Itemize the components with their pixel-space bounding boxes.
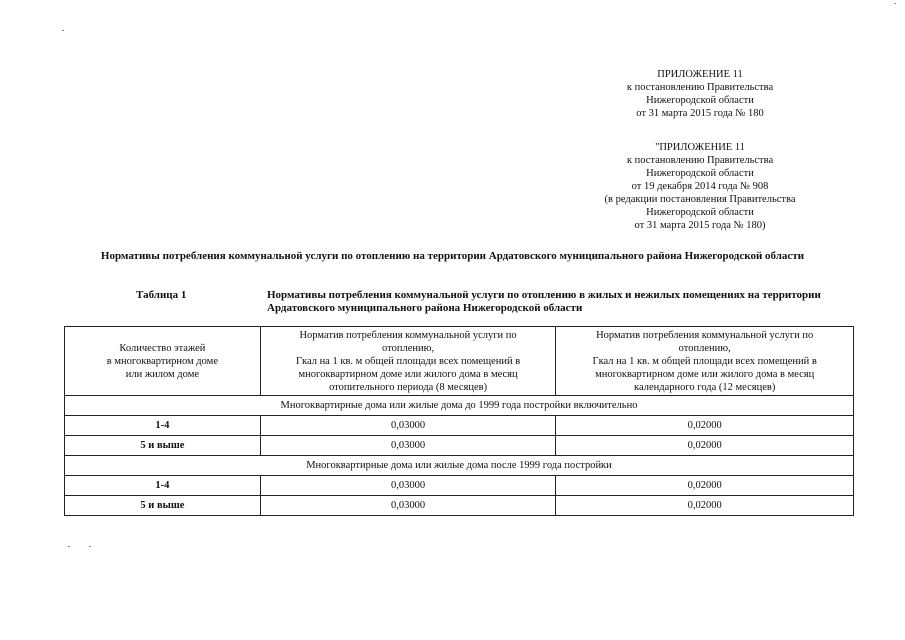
floors-cell: 1-4: [65, 476, 261, 496]
appendix-date-line: от 31 марта 2015 года № 180: [636, 108, 764, 119]
heating-period-cell: 0,03000: [260, 496, 556, 516]
appendix-heading: ПРИЛОЖЕНИЕ 11: [657, 69, 743, 80]
appendix-block-current: [575, 68, 825, 120]
heating-period-cell: 0,03000: [260, 436, 556, 456]
table-row: [65, 476, 854, 496]
table-label: Таблица 1: [136, 289, 187, 301]
table-header-row: [65, 327, 854, 396]
calendar-year-cell: 0,02000: [556, 496, 854, 516]
appendix-date-line: от 31 марта 2015 года № 180): [634, 220, 766, 231]
appendix-region-line: Нижегородской области: [646, 95, 754, 106]
table-row: [65, 436, 854, 456]
appendix-revision-line: (в редакции постановления Правительства: [604, 194, 796, 205]
table-group-row: [65, 456, 854, 476]
appendix-decree-line: к постановлению Правительства: [626, 155, 774, 166]
floors-cell: 5 и выше: [65, 496, 261, 516]
scan-speck: [62, 30, 64, 31]
group-title: Многоквартирные дома или жилые дома до 1999 года постройки включительно: [65, 396, 854, 416]
appendix-date-line: от 19 декабря 2014 года № 908: [631, 181, 769, 192]
norms-table: [64, 326, 854, 516]
appendix-region-line: Нижегородской области: [646, 168, 754, 179]
table-row: [65, 496, 854, 516]
calendar-year-cell: 0,02000: [556, 436, 854, 456]
group-title: Многоквартирные дома или жилые дома после 1999 года постройки: [65, 456, 854, 476]
appendix-heading: "ПРИЛОЖЕНИЕ 11: [655, 142, 745, 153]
floors-cell: 1-4: [65, 416, 261, 436]
table-group-row: [65, 396, 854, 416]
scan-speck: [68, 546, 70, 547]
appendix-decree-line: к постановлению Правительства: [626, 82, 774, 93]
appendix-region-line: Нижегородской области: [646, 207, 754, 218]
header-calendar-year-norm: Норматив потребления коммунальной услуги по отоплению, Гкал на 1 кв. м общей площади всех помещений в многоквартирном доме или жилого дома в месяц календарного года (12 месяцев): [556, 327, 854, 396]
floors-cell: 5 и выше: [65, 436, 261, 456]
table-row: [65, 416, 854, 436]
calendar-year-cell: 0,02000: [556, 476, 854, 496]
heating-period-cell: 0,03000: [260, 416, 556, 436]
scan-speck: [89, 546, 91, 547]
calendar-year-cell: 0,02000: [556, 416, 854, 436]
document-title: Нормативы потребления коммунальной услуги по отоплению на территории Ардатовского муниципального района Нижегородской области: [100, 250, 805, 262]
table-caption: Нормативы потребления коммунальной услуги по отоплению в жилых и нежилых помещениях на территории Ардатовского муниципального района Нижегородской области: [267, 289, 821, 314]
appendix-block-original: [575, 141, 825, 232]
header-floors: Количество этажей в многоквартирном доме или жилом доме: [65, 327, 261, 396]
header-heating-period-norm: Норматив потребления коммунальной услуги по отоплению, Гкал на 1 кв. м общей площади всех помещений в многоквартирном доме или жилого дома в месяц отопительного периода (8 месяцев): [260, 327, 556, 396]
scan-speck: [894, 3, 896, 4]
heating-period-cell: 0,03000: [260, 476, 556, 496]
